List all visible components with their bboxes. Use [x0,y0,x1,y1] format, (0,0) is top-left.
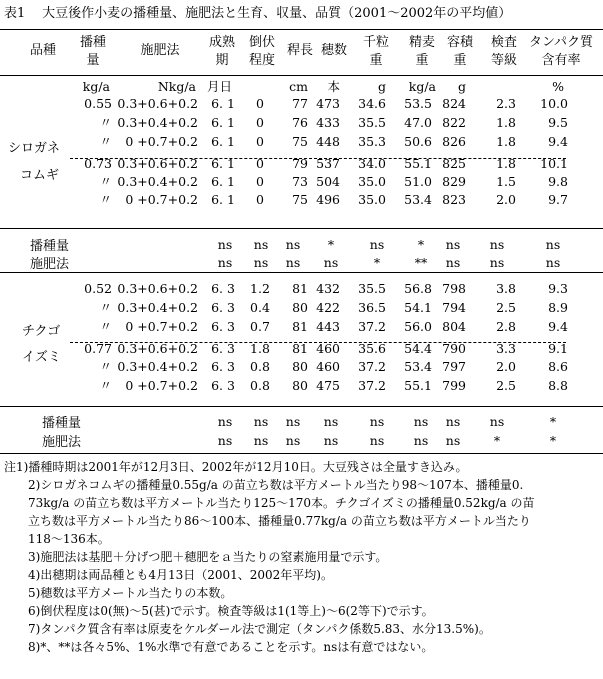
tkw-cell: 35.3 [358,134,386,149]
maturity-cell: 6. 1 [211,115,235,130]
seeding-rate-cell: 〃 [99,115,112,130]
seeding-rate-cell: 0.52 [84,281,112,296]
unit-volume: g [457,79,466,94]
significance-cell: ns [445,433,461,448]
grade-cell: 1.8 [496,134,516,149]
lodging-cell: 0 [256,115,264,130]
note-7: 7)タンパク質含有率は原麦をケルダール法で測定（タンパク係数5.83、水分13.5%)。 [28,622,491,636]
grade-cell: 2.5 [496,300,516,315]
grade-cell: 1.5 [496,174,516,189]
culm-length-cell: 81 [292,341,308,356]
protein-cell: 8.6 [548,359,568,374]
header-volume-2: 重 [453,53,467,68]
culm-length-cell: 80 [292,378,308,393]
header-maturity-2: 期 [215,53,229,68]
seeding-rate-cell: 0.55 [84,96,112,111]
tkw-cell: 36.5 [358,300,386,315]
grade-cell: 1.8 [496,115,516,130]
header-lodging-2: 程度 [248,53,275,68]
tkw-cell: 35.0 [358,192,386,207]
lodging-cell: 0.8 [250,359,270,374]
note-8: 8)*、**は各々5%、1%水準で有意であることを示す。nsは有意ではない。 [28,640,434,654]
maturity-cell: 6. 3 [211,281,235,296]
maturity-cell: 6. 1 [211,134,235,149]
grade-cell: 3.8 [496,281,516,296]
unit-tkw: g [377,79,386,94]
grade-cell: 2.0 [496,192,516,207]
fertilization-cell: 0.3+0.4+0.2 [117,115,198,130]
fertilization-cell: 0 +0.7+0.2 [125,192,198,207]
ears-cell: 422 [316,300,340,315]
significance-cell: ns [369,433,385,448]
significance-cell: ns [489,255,505,270]
rule-dashed-2 [70,342,566,343]
stat-label: 播種量 [42,416,82,431]
lodging-cell: 0 [256,134,264,149]
protein-cell: 9.8 [548,174,568,189]
header-ears: 穂数 [320,43,347,58]
seeding-rate-cell: 0.77 [84,341,112,356]
table-number: 表1 [4,6,26,21]
stat-label: 施肥法 [42,435,82,450]
rule-top [0,29,603,30]
significance-cell: ns [323,433,339,448]
stat-label: 播種量 [30,239,70,254]
protein-cell: 9.1 [548,341,568,356]
culm-length-cell: 79 [292,156,308,171]
header-tkw-1: 千粒 [362,35,389,50]
lodging-cell: 1.2 [250,281,270,296]
ears-cell: 496 [316,192,340,207]
protein-cell: 9.5 [548,115,568,130]
note-4: 4)出穂期は両品種とも4月13日（2001、2002年平均)。 [28,568,333,582]
header-grade-1: 検査 [490,35,517,50]
significance-cell: ns [445,237,461,252]
maturity-cell: 6. 3 [211,341,235,356]
unit-refined: kg/a [408,79,436,94]
header-refined-2: 重 [415,53,429,68]
refined-wheat-cell: 54.1 [404,300,432,315]
significance-cell: ns [323,414,339,429]
maturity-cell: 6. 1 [211,192,235,207]
refined-wheat-cell: 53.4 [404,359,432,374]
lodging-cell: 0 [256,156,264,171]
tkw-cell: 35.5 [358,115,386,130]
culm-length-cell: 75 [292,192,308,207]
significance-cell: ns [217,433,233,448]
header-maturity-1: 成熟 [208,35,235,50]
header-refined-1: 精麦 [408,35,435,50]
volume-weight-cell: 790 [442,341,466,356]
ears-cell: 460 [316,341,340,356]
refined-wheat-cell: 50.6 [404,134,432,149]
note-2-cont-c: 118～136本。 [28,532,110,546]
grade-cell: 3.3 [496,341,516,356]
seeding-rate-cell: 〃 [99,192,112,207]
protein-cell: 10.0 [540,96,568,111]
header-lodging-1: 倒伏 [248,35,275,50]
header-volume-1: 容積 [446,35,473,50]
note-1: 注1)播種時期は2001年が12月3日、2002年が12月10日。大豆残さは全量すき込み。 [4,460,468,474]
footnotes [0,458,603,656]
rule-group2-end [0,406,603,407]
unit-protein: % [552,79,564,94]
ears-cell: 475 [316,378,340,393]
tkw-cell: 34.6 [358,96,386,111]
significance-cell: ns [217,414,233,429]
seeding-rate-cell: 〃 [99,378,112,393]
significance-cell: ns [285,255,301,270]
significance-cell: ns [217,255,233,270]
rule-group1-end [0,228,603,229]
culm-length-cell: 80 [292,300,308,315]
ears-cell: 460 [316,359,340,374]
significance-cell: ns [413,414,429,429]
header-seeding-rate-2: 量 [86,53,100,68]
lodging-cell: 0.4 [250,300,270,315]
lodging-cell: 0 [256,174,264,189]
protein-cell: 9.3 [548,281,568,296]
seeding-rate-cell: 0.73 [84,156,112,171]
note-2-cont-b: 立ち数は平方メートル当たり86～100本、播種量0.77kg/a の苗立ち数は平方メートル当たり [28,514,531,528]
significance-cell: * [417,237,425,252]
significance-cell: ns [545,255,561,270]
culm-length-cell: 81 [292,319,308,334]
seeding-rate-cell: 〃 [99,319,112,334]
tkw-cell: 34.0 [358,156,386,171]
refined-wheat-cell: 56.8 [404,281,432,296]
significance-cell: ns [217,237,233,252]
maturity-cell: 6. 3 [211,378,235,393]
volume-weight-cell: 798 [442,281,466,296]
unit-seeding: kg/a [82,79,110,94]
note-6: 6)倒伏程度は0(無)～5(甚)で示す。検査等級は1(1等上)～6(2等下)で示す。 [28,604,434,618]
significance-cell: * [327,237,335,252]
ears-cell: 443 [316,319,340,334]
significance-cell: ns [369,414,385,429]
significance-cell: ns [323,255,339,270]
culm-length-cell: 77 [292,96,308,111]
significance-cell: ** [414,255,428,270]
tkw-cell: 37.2 [358,359,386,374]
fertilization-cell: 0 +0.7+0.2 [125,134,198,149]
significance-cell: ns [253,237,269,252]
rule-bottom [0,453,603,454]
significance-cell: ns [285,414,301,429]
header-grade-2: 等級 [490,53,517,68]
seeding-rate-cell: 〃 [99,300,112,315]
culm-length-cell: 80 [292,359,308,374]
ears-cell: 537 [316,156,340,171]
seeding-rate-cell: 〃 [99,359,112,374]
refined-wheat-cell: 55.1 [404,378,432,393]
header-fertilization: 施肥法 [140,43,180,58]
rule-header [0,75,603,76]
refined-wheat-cell: 53.4 [404,192,432,207]
lodging-cell: 1.8 [250,341,270,356]
fertilization-cell: 0.3+0.6+0.2 [117,96,198,111]
culm-length-cell: 73 [292,174,308,189]
seeding-rate-cell: 〃 [99,134,112,149]
header-variety: 品種 [29,43,56,58]
tkw-cell: 35.6 [358,341,386,356]
significance-cell: ns [445,255,461,270]
maturity-cell: 6. 1 [211,174,235,189]
volume-weight-cell: 825 [442,156,466,171]
refined-wheat-cell: 55.1 [404,156,432,171]
maturity-cell: 6. 1 [211,96,235,111]
significance-cell: ns [285,433,301,448]
note-5: 5)穂数は平方メートル当たりの本数。 [28,586,233,600]
header-protein-1: タンパク質 [528,35,594,50]
seeding-rate-cell: 〃 [99,174,112,189]
fertilization-cell: 0.3+0.6+0.2 [117,281,198,296]
refined-wheat-cell: 54.4 [404,341,432,356]
significance-cell: ns [445,414,461,429]
unit-fertilization: Nkg/a [157,79,196,94]
lodging-cell: 0.7 [250,319,270,334]
significance-cell: ns [489,237,505,252]
significance-cell: * [373,255,381,270]
significance-cell: ns [253,255,269,270]
protein-cell: 9.4 [548,319,568,334]
volume-weight-cell: 826 [442,134,466,149]
significance-cell: * [549,433,557,448]
header-seeding-rate-1: 播種 [79,35,106,50]
variety-label-2a: チクゴ [22,324,61,339]
maturity-cell: 6. 3 [211,300,235,315]
maturity-cell: 6. 3 [211,359,235,374]
culm-length-cell: 75 [292,134,308,149]
variety-label-2b: イズミ [22,350,61,365]
grade-cell: 1.8 [496,156,516,171]
rule-dashed-1 [70,158,566,159]
tkw-cell: 37.2 [358,319,386,334]
protein-cell: 8.8 [548,378,568,393]
protein-cell: 8.9 [548,300,568,315]
fertilization-cell: 0.3+0.4+0.2 [117,174,198,189]
significance-cell: ns [489,414,505,429]
table-title: 大豆後作小麦の播種量、施肥法と生育、収量、品質（2001～2002年の平均値） [42,6,512,21]
significance-cell: ns [253,433,269,448]
unit-culm: cm [289,79,308,94]
volume-weight-cell: 804 [442,319,466,334]
rule-stats1-end [0,272,603,273]
table-caption [4,2,511,21]
stat-label: 施肥法 [30,257,70,272]
volume-weight-cell: 799 [442,378,466,393]
significance-cell: * [549,414,557,429]
lodging-cell: 0 [256,192,264,207]
variety-label-1a: シロガネ [8,141,61,156]
volume-weight-cell: 829 [442,174,466,189]
refined-wheat-cell: 51.0 [404,174,432,189]
significance-cell: ns [545,237,561,252]
grade-cell: 2.5 [496,378,516,393]
fertilization-cell: 0.3+0.6+0.2 [117,156,198,171]
grade-cell: 2.8 [496,319,516,334]
header-culm-length: 稈長 [286,43,313,58]
refined-wheat-cell: 47.0 [404,115,432,130]
lodging-cell: 0.8 [250,378,270,393]
volume-weight-cell: 797 [442,359,466,374]
unit-ears: 本 [327,79,340,94]
fertilization-cell: 0 +0.7+0.2 [125,319,198,334]
ears-cell: 432 [316,281,340,296]
protein-cell: 9.4 [548,134,568,149]
volume-weight-cell: 823 [442,192,466,207]
fertilization-cell: 0.3+0.4+0.2 [117,359,198,374]
fertilization-cell: 0.3+0.6+0.2 [117,341,198,356]
lodging-cell: 0 [256,96,264,111]
tkw-cell: 35.5 [358,281,386,296]
significance-cell: * [493,433,501,448]
ears-cell: 448 [316,134,340,149]
variety-label-1b: コムギ [20,168,60,183]
protein-cell: 10.1 [540,156,568,171]
maturity-cell: 6. 1 [211,156,235,171]
note-3: 3)施肥法は基肥＋分げつ肥＋穂肥をａ当たりの窒素施用量で示す。 [28,550,388,564]
tkw-cell: 35.0 [358,174,386,189]
header-tkw-2: 重 [369,53,383,68]
culm-length-cell: 81 [292,281,308,296]
note-2: 2)シロガネコムギの播種量0.55g/a の苗立ち数は平方メートル当たり98～107本、播種量0. [28,478,524,492]
significance-cell: ns [253,414,269,429]
fertilization-cell: 0 +0.7+0.2 [125,378,198,393]
grade-cell: 2.0 [496,359,516,374]
significance-cell: ns [413,433,429,448]
protein-cell: 9.7 [548,192,568,207]
significance-cell: ns [369,237,385,252]
culm-length-cell: 76 [292,115,308,130]
refined-wheat-cell: 53.5 [404,96,432,111]
fertilization-cell: 0.3+0.4+0.2 [117,300,198,315]
grade-cell: 2.3 [496,96,516,111]
refined-wheat-cell: 56.0 [404,319,432,334]
unit-maturity: 月日 [207,79,233,94]
significance-cell: ns [285,237,301,252]
note-2-cont-a: 73kg/a の苗立ち数は平方メートル当たり125～170本。チクゴイズミの播種量0.52kg/a の苗 [28,496,535,510]
header-protein-2: 含有率 [541,53,581,68]
ears-cell: 504 [316,174,340,189]
volume-weight-cell: 822 [442,115,466,130]
tkw-cell: 37.2 [358,378,386,393]
ears-cell: 433 [316,115,340,130]
ears-cell: 473 [316,96,340,111]
volume-weight-cell: 794 [442,300,466,315]
maturity-cell: 6. 3 [211,319,235,334]
volume-weight-cell: 824 [442,96,466,111]
